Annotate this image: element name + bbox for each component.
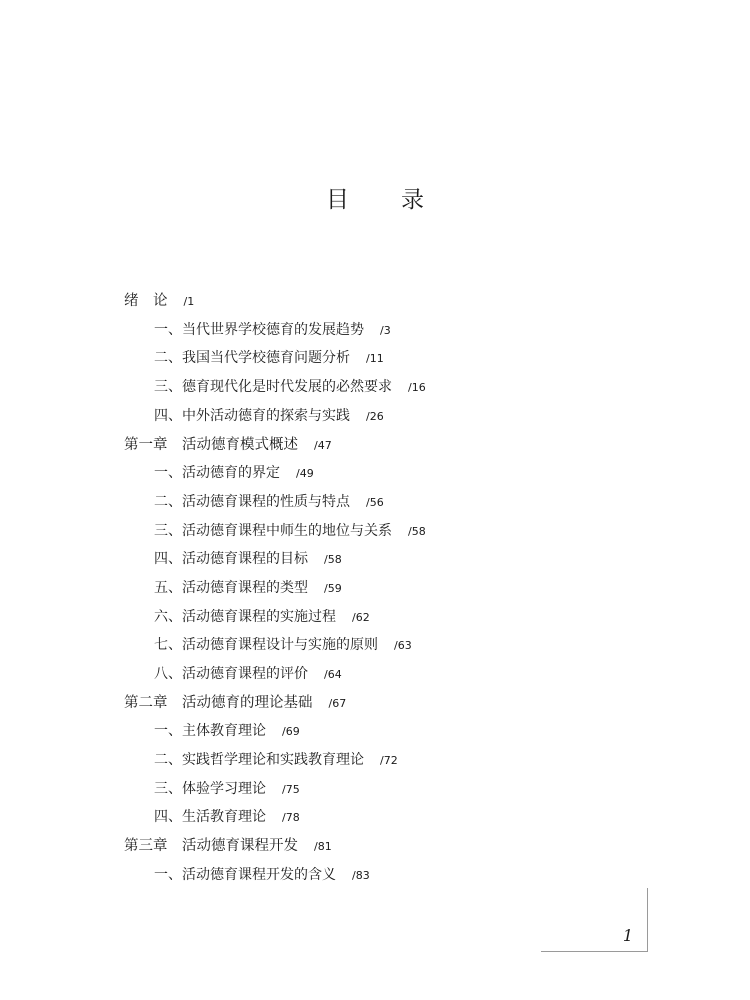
toc-entry-label: 绪 论 [124, 293, 168, 309]
toc-entry-page: /69 [282, 725, 300, 738]
page-number: 1 [622, 926, 633, 945]
toc-entry-page: /59 [324, 582, 342, 595]
toc-entry-label: 一、主体教育理论 [154, 723, 266, 739]
toc-entry-page: /64 [324, 668, 342, 681]
toc-entry-label: 二、活动德育课程的性质与特点 [154, 494, 350, 510]
toc-entry[interactable] [154, 316, 391, 344]
toc-entry-page: /47 [314, 439, 332, 452]
toc-entry-page: /26 [366, 410, 384, 423]
toc-entry[interactable] [154, 631, 412, 659]
toc-entry[interactable] [154, 717, 300, 745]
toc-entry[interactable] [154, 344, 384, 372]
page-number-frame [541, 888, 648, 952]
toc-entry-label: 六、活动德育课程的实施过程 [154, 609, 336, 625]
toc-entry-page: /11 [366, 352, 384, 365]
toc-entry[interactable] [154, 545, 342, 573]
toc-entry[interactable] [154, 459, 314, 487]
toc-entry-page: /3 [380, 324, 391, 337]
toc-entry-label: 三、德育现代化是时代发展的必然要求 [154, 379, 392, 395]
toc-entry-label: 四、生活教育理论 [154, 809, 266, 825]
toc-entry[interactable] [154, 775, 300, 803]
toc-entry[interactable] [154, 746, 398, 774]
toc-entry-page: /83 [352, 869, 370, 882]
toc-entry-page: /1 [183, 295, 195, 308]
toc-entry-page: /67 [328, 697, 347, 710]
toc-entry-label: 一、活动德育的界定 [154, 465, 280, 481]
toc-entry-page: /56 [366, 496, 384, 509]
toc-title-char-2: 录 [401, 187, 424, 213]
toc-entry[interactable] [154, 803, 300, 831]
toc-entry[interactable] [154, 373, 426, 401]
toc-entry[interactable] [154, 517, 426, 545]
toc-entry-page: /75 [282, 783, 300, 796]
toc-entry-label: 一、活动德育课程开发的含义 [154, 867, 336, 883]
toc-entry[interactable] [124, 832, 332, 860]
toc-entry-page: /58 [324, 553, 342, 566]
toc-entry[interactable] [124, 689, 346, 717]
toc-entry-label: 第三章 活动德育课程开发 [124, 838, 298, 854]
toc-entry-page: /62 [352, 611, 370, 624]
toc-entry-label: 三、活动德育课程中师生的地位与关系 [154, 523, 392, 539]
toc-entry[interactable] [154, 603, 370, 631]
toc-title [0, 181, 750, 214]
toc-entry-label: 四、活动德育课程的目标 [154, 551, 308, 567]
toc-entry-page: /78 [282, 811, 300, 824]
toc-entry[interactable] [124, 287, 194, 315]
toc-entry-page: /81 [314, 840, 332, 853]
toc-entry[interactable] [154, 402, 384, 430]
toc-entry-label: 二、我国当代学校德育问题分析 [154, 350, 350, 366]
toc-entry-label: 第二章 活动德育的理论基础 [124, 695, 313, 711]
toc-entry-label: 八、活动德育课程的评价 [154, 666, 308, 682]
toc-entry-page: /49 [296, 467, 314, 480]
toc-title-char-1: 目 [326, 187, 349, 213]
toc-entry-page: /72 [380, 754, 398, 767]
toc-entry-label: 五、活动德育课程的类型 [154, 580, 308, 596]
toc-entry-label: 三、体验学习理论 [154, 781, 266, 797]
toc-entry-page: /63 [394, 639, 412, 652]
toc-entry-label: 第一章 活动德育模式概述 [124, 437, 298, 453]
toc-entry[interactable] [154, 660, 342, 688]
toc-entry[interactable] [154, 861, 370, 889]
toc-entry[interactable] [154, 488, 384, 516]
toc-entry-label: 四、中外活动德育的探索与实践 [154, 408, 350, 424]
toc-entry[interactable] [154, 574, 342, 602]
toc-entry[interactable] [124, 431, 332, 459]
toc-entry-page: /16 [408, 381, 426, 394]
toc-entry-page: /58 [408, 525, 426, 538]
toc-entry-label: 二、实践哲学理论和实践教育理论 [154, 752, 364, 768]
toc-entry-label: 七、活动德育课程设计与实施的原则 [154, 637, 378, 653]
toc-entry-label: 一、当代世界学校德育的发展趋势 [154, 322, 364, 338]
